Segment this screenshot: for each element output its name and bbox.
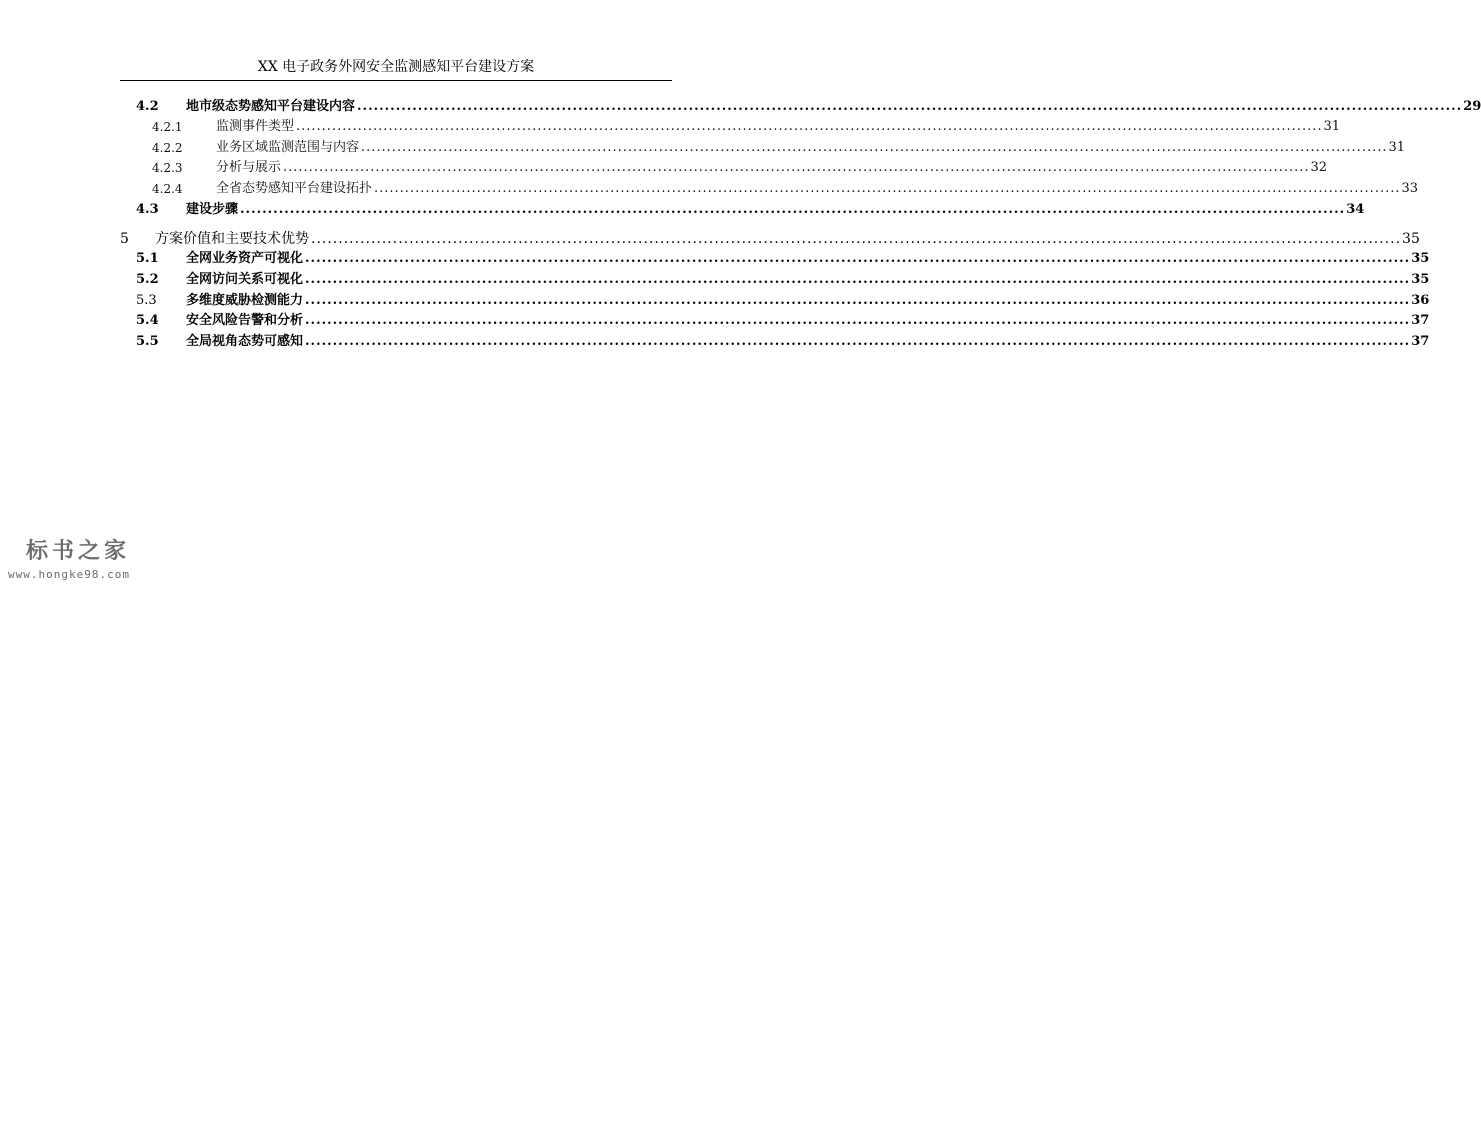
dot-leader: ........................................................................................................................................................................................................ xyxy=(296,119,1323,134)
toc-entry-title: 业务区域监测范围与内容 xyxy=(216,140,360,155)
toc-entry-page: 29 xyxy=(1463,99,1481,114)
toc-entry-title: 全局视角态势可感知 xyxy=(186,334,304,349)
toc-entry-number: 5.5 xyxy=(136,334,159,349)
toc-entry-title: 安全风险告警和分析 xyxy=(186,313,304,328)
toc-entry-5-2[interactable] xyxy=(0,270,1430,290)
dot-leader: ........................................................................................................................................................................................................ xyxy=(305,293,1411,308)
toc-entry-title: 全省态势感知平台建设拓扑 xyxy=(216,181,373,196)
toc-entry-title: 多维度威胁检测能力 xyxy=(186,293,304,308)
toc-entry-4-2-2[interactable] xyxy=(0,138,1406,158)
toc-entry-title: 全网业务资产可视化 xyxy=(186,251,304,266)
toc-entry-page: 35 xyxy=(1402,231,1420,247)
toc-entry-page: 32 xyxy=(1310,160,1328,175)
toc-entry-number: 4.2.2 xyxy=(152,141,183,155)
toc-entry-title: 方案价值和主要技术优势 xyxy=(155,231,309,247)
toc-entry-number: 4.2.1 xyxy=(152,120,183,134)
toc-entry-title: 分析与展示 xyxy=(216,160,282,175)
toc-entry-page: 31 xyxy=(1388,140,1406,155)
toc-entry-5[interactable] xyxy=(0,229,1420,249)
toc-entry-4-2[interactable] xyxy=(0,97,1481,117)
toc-entry-title: 全网访问关系可视化 xyxy=(186,272,304,287)
toc-entry-page: 37 xyxy=(1411,334,1430,349)
toc-entry-4-3[interactable] xyxy=(0,200,1365,220)
toc-entry-5-3[interactable] xyxy=(0,291,1430,311)
toc-entry-page: 34 xyxy=(1346,202,1365,217)
toc-entry-number: 4.3 xyxy=(136,202,159,217)
dot-leader: ........................................................................................................................................................................................................ xyxy=(283,160,1310,175)
toc-entry-page: 31 xyxy=(1323,119,1341,134)
toc-entry-4-2-4[interactable] xyxy=(0,179,1419,199)
toc-entry-title: 监测事件类型 xyxy=(216,119,295,134)
toc-entry-number: 4.2 xyxy=(136,99,159,114)
dot-leader: ........................................................................................................................................................................................................ xyxy=(305,334,1411,349)
dot-leader: ........................................................................................................................................................................................................ xyxy=(374,181,1401,196)
toc-entry-4-2-1[interactable] xyxy=(0,117,1341,137)
document-title: XX 电子政务外网安全监测感知平台建设方案 xyxy=(257,59,535,75)
dot-leader: ........................................................................................................................................................................................................ xyxy=(305,313,1411,328)
dot-leader: ........................................................................................................................................................................................................ xyxy=(305,272,1411,287)
toc-entry-5-4[interactable] xyxy=(0,311,1430,331)
toc-entry-page: 35 xyxy=(1411,251,1430,266)
watermark-logo: 标书之家 xyxy=(26,539,131,564)
toc-entry-title: 建设步骤 xyxy=(186,202,239,217)
dot-leader: ........................................................................................................................................................................................................ xyxy=(357,99,1463,114)
toc-entry-page: 37 xyxy=(1411,313,1430,328)
dot-leader: ........................................................................................................................................................................................................ xyxy=(240,202,1346,217)
toc-entry-number: 5.2 xyxy=(136,272,159,287)
toc-entry-number: 5 xyxy=(120,231,129,247)
dot-leader: ........................................................................................................................................................................................................ xyxy=(305,251,1411,266)
toc-entry-number: 4.2.3 xyxy=(152,161,183,175)
toc-entry-page: 35 xyxy=(1411,272,1430,287)
toc-entry-title: 地市级态势感知平台建设内容 xyxy=(186,99,356,114)
toc-entry-page: 33 xyxy=(1401,181,1419,196)
toc-entry-page: 36 xyxy=(1411,293,1430,308)
dot-leader: ........................................................................................................................................................................................................ xyxy=(361,140,1388,155)
watermark-url: www.hongke98.com xyxy=(8,568,130,581)
toc-entry-5-5[interactable] xyxy=(0,332,1430,352)
toc-entry-number: 5.1 xyxy=(136,251,159,266)
watermark xyxy=(8,538,158,584)
page-header xyxy=(120,58,672,81)
toc-entry-number: 4.2.4 xyxy=(152,182,183,196)
toc-entry-number: 5.3 xyxy=(136,293,157,308)
toc-entry-5-1[interactable] xyxy=(0,249,1430,269)
toc-entry-4-2-3[interactable] xyxy=(0,158,1328,178)
toc-entry-number: 5.4 xyxy=(136,313,159,328)
dot-leader: ........................................................................................................................................................................................................ xyxy=(311,231,1402,247)
